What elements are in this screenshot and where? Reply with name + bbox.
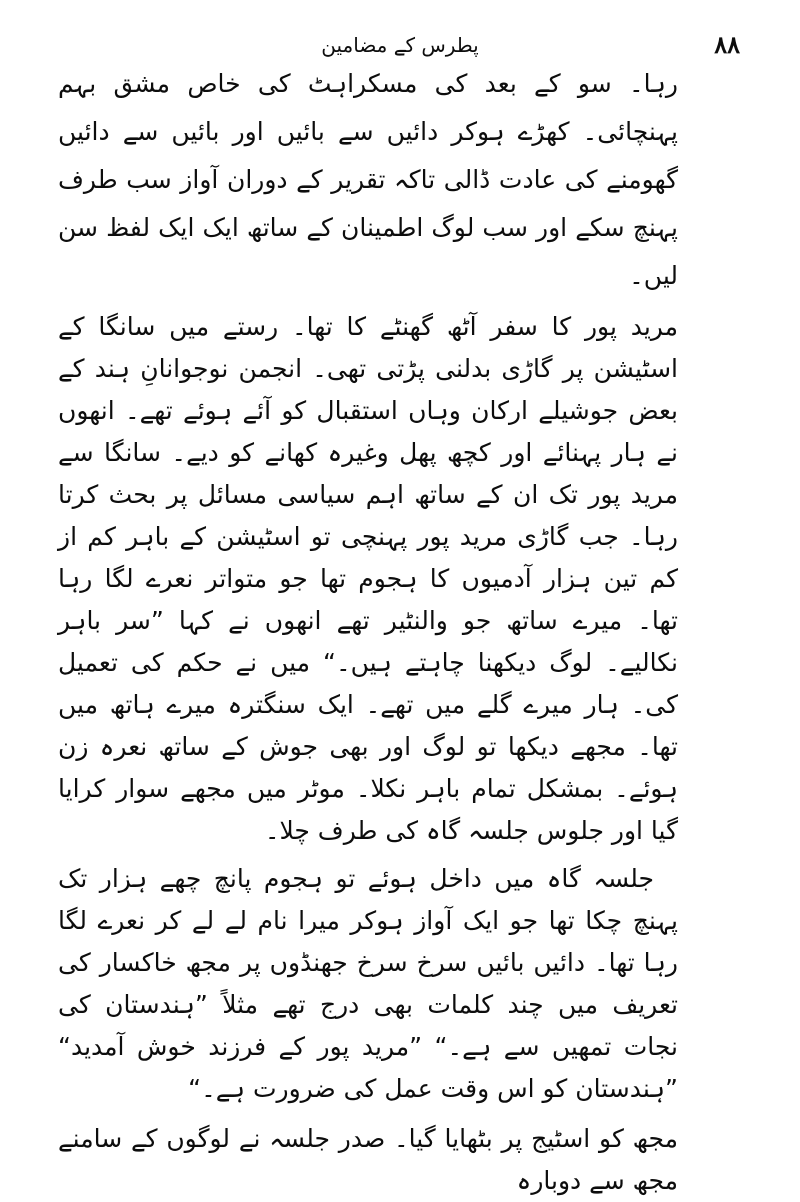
paragraph: رہا۔ سو کے بعد کی مسکراہٹ کی خاص مشق بہم پہنچائی۔ کھڑے ہوکر دائیں سے بائیں اور بائیں سے دائیں گھومنے کی عادت ڈالی تاکہ تقریر کے دوران آواز سب طرف پہنچ سکے اور سب لوگ اطمینان کے ساتھ ایک ایک لفظ سن لیں۔ [58,69,678,290]
running-title: پطرس کے مضامین [321,33,479,57]
paragraph: جلسہ گاہ میں داخل ہوئے تو ہجوم پانچ چھے ہزار تک پہنچ چکا تھا جو ایک آواز ہوکر میرا نام لے لے کر نعرے لگا رہا تھا۔ دائیں بائیں سرخ سرخ جھنڈوں پر مجھ خاکسار کی تعریف میں چند کلمات بھی درج تھے مثلاً ”ہندستان کی نجات تمھیں سے ہے۔“ ”مرید پور کے فرزند خوش آمدید“ ”ہندستان کو اس وقت عمل کی ضرورت ہے۔“ [58,864,678,1103]
page-number: ۸۸ [714,30,740,59]
paragraph: مجھ کو اسٹیج پر بٹھایا گیا۔ صدر جلسہ نے لوگوں کے سامنے مجھ سے دوبارہ [58,1124,678,1195]
body-text [58,60,678,1202]
paragraph: مرید پور کا سفر آٹھ گھنٹے کا تھا۔ رستے میں سانگا کے اسٹیشن پر گاڑی بدلنی پڑتی تھی۔ انجمن نوجوانانِ ہند کے بعض جوشیلے ارکان وہاں استقبال کو آئے ہوئے تھے۔ انھوں نے ہار پہنائے اور کچھ پھل وغیرہ کھانے کو دیے۔ سانگا سے مرید پور تک ان کے ساتھ اہم سیاسی مسائل پر بحث کرتا رہا۔ جب گاڑی مرید پور پہنچی تو اسٹیشن کے باہر کم از کم تین ہزار آدمیوں کا ہجوم تھا جو متواتر نعرے لگا رہا تھا۔ میرے ساتھ جو والنٹیر تھے انھوں نے کہا ”سر باہر نکالیے۔ لوگ دیکھنا چاہتے ہیں۔“ میں نے حکم کی تعمیل کی۔ ہار میرے گلے میں تھے۔ ایک سنگترہ میرے ہاتھ میں تھا۔ مجھے دیکھا تو لوگ اور بھی جوش کے ساتھ نعرہ زن ہوئے۔ بمشکل تمام باہر نکلا۔ موٹر میں مجھے سوار کرایا گیا اور جلوس جلسہ گاہ کی طرف چلا۔ [58,312,678,845]
